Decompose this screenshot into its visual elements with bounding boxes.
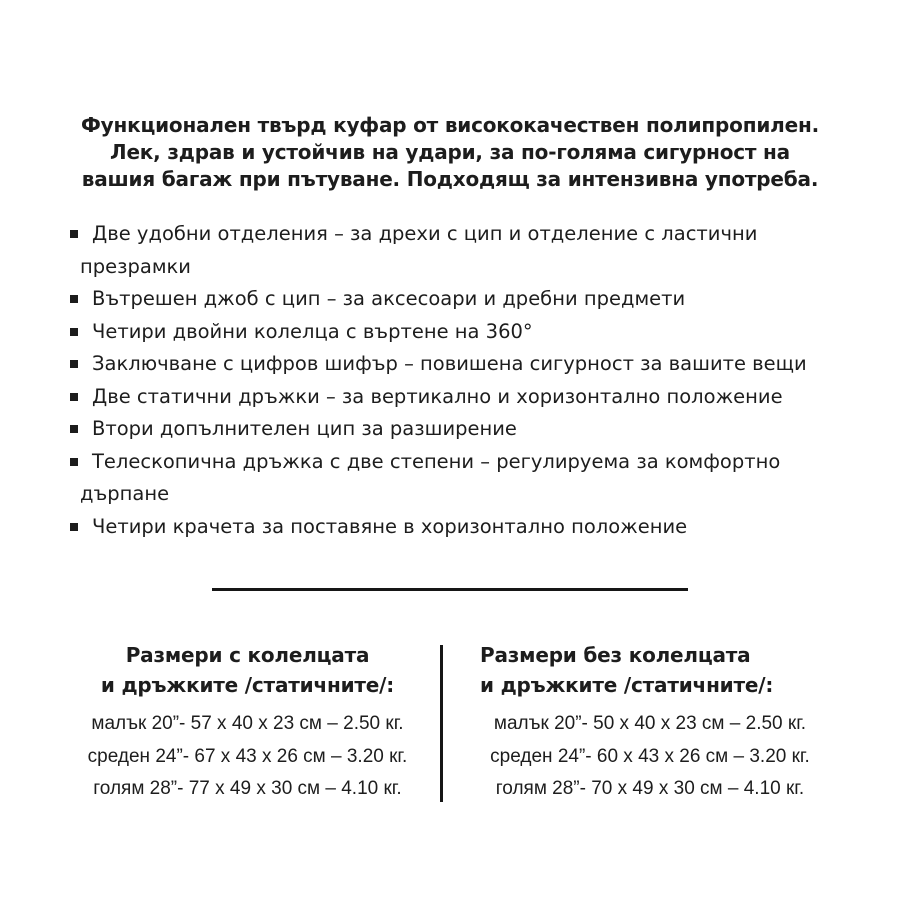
feature-item bbox=[70, 413, 830, 446]
feature-text: Вътрешен джоб с цип – за аксесоари и дребни предмети bbox=[92, 287, 686, 310]
bullet-square-icon bbox=[70, 393, 78, 401]
bullet-square-icon bbox=[70, 295, 78, 303]
bullet-square-icon bbox=[70, 230, 78, 238]
bullet-square-icon bbox=[70, 360, 78, 368]
product-intro-heading bbox=[0, 0, 900, 193]
size-row: среден 24”- 60 x 43 x 26 см – 3.20 кг. bbox=[490, 745, 810, 767]
heading-line: и дръжките /статичните/: bbox=[480, 673, 774, 697]
heading-line: Лек, здрав и устойчив на удари, за по-голяма сигурност на bbox=[110, 140, 790, 164]
size-row: голям 28”- 70 x 49 x 30 см – 4.10 кг. bbox=[495, 778, 805, 800]
heading-line: вашия багаж при пътуване. Подходящ за интензивна употреба. bbox=[81, 167, 819, 191]
feature-text: Телескопична дръжка с две степени – регулируема за комфортно дърпане bbox=[80, 449, 781, 505]
feature-item bbox=[70, 381, 830, 414]
feature-item bbox=[70, 283, 830, 316]
size-rows bbox=[455, 708, 845, 806]
dimensions-with-wheels-heading bbox=[55, 640, 440, 700]
dimensions-without-wheels-heading bbox=[455, 640, 845, 700]
dimensions-section bbox=[55, 640, 845, 806]
heading-line: Размери без колелцата bbox=[480, 643, 751, 667]
bullet-square-icon bbox=[70, 328, 78, 336]
bullet-square-icon bbox=[70, 425, 78, 433]
dimensions-with-wheels-column bbox=[55, 640, 440, 806]
size-row: среден 24”- 67 x 43 x 26 см – 3.20 кг. bbox=[87, 745, 408, 767]
feature-item bbox=[70, 218, 830, 283]
size-rows bbox=[55, 708, 440, 806]
heading-line: Размери с колелцата bbox=[125, 643, 370, 667]
feature-item bbox=[70, 511, 830, 544]
feature-text: Заключване с цифров шифър – повишена сигурност за вашите вещи bbox=[92, 352, 807, 375]
size-row: малък 20”- 57 x 40 x 23 см – 2.50 кг. bbox=[91, 713, 404, 734]
dimensions-without-wheels-column bbox=[443, 640, 845, 806]
heading-line: Функционален твърд куфар от висококачествен полипропилен. bbox=[81, 113, 819, 137]
feature-text: Четири двойни колелца с въртене на 360° bbox=[92, 319, 533, 343]
horizontal-divider bbox=[212, 588, 688, 591]
feature-text: Две статични дръжки – за вертикално и хоризонтално положение bbox=[92, 384, 783, 408]
bullet-square-icon bbox=[70, 523, 78, 531]
heading-line: и дръжките /статичните/: bbox=[100, 673, 395, 697]
feature-item bbox=[70, 316, 830, 349]
feature-text: Четири крачета за поставяне в хоризонтално положение bbox=[92, 514, 688, 538]
bullet-square-icon bbox=[70, 458, 78, 466]
feature-item bbox=[70, 446, 830, 511]
size-row: голям 28”- 77 x 49 x 30 см – 4.10 кг. bbox=[93, 778, 402, 800]
feature-text: Втори допълнителен цип за разширение bbox=[92, 417, 517, 440]
feature-list bbox=[70, 218, 830, 543]
feature-text: Две удобни отделения – за дрехи с цип и отделение с ластични презрамки bbox=[80, 222, 758, 278]
size-row: малък 20”- 50 x 40 x 23 см – 2.50 кг. bbox=[493, 713, 807, 734]
feature-item bbox=[70, 348, 830, 381]
